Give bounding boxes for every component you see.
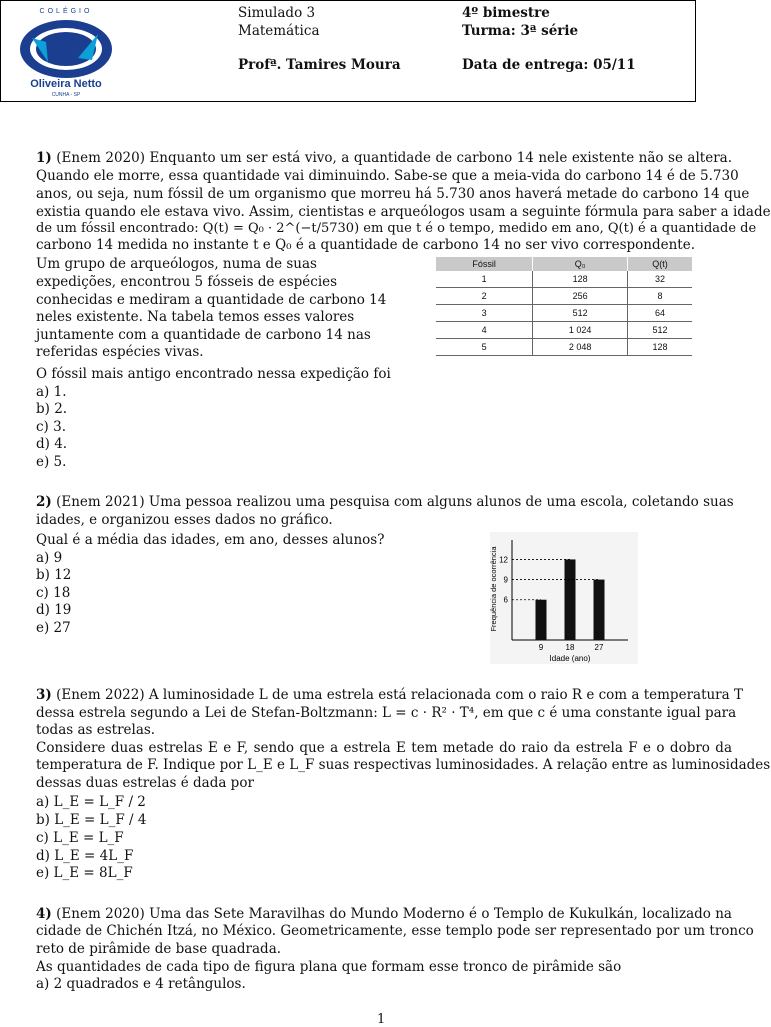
table-cell: 64 (628, 305, 692, 322)
table-cell: 128 (628, 339, 692, 356)
table-cell: 3 (436, 305, 533, 322)
q1-line-6: carbono 14 medida no instante t e Q₀ é a quantidade de carbono 14 no ser vivo correspondente. (36, 237, 696, 253)
logo-city: CUNHA - SP (51, 92, 81, 98)
q1-line-5: de um fóssil encontrado: Q(t) = Q₀ · 2^(−t/5730) em que t é o tempo, medido em ano, Q(t) é a quantidade de (36, 221, 757, 236)
bar-18 (565, 559, 576, 640)
q3-option-b: b) L_E = L_F / 4 (36, 812, 147, 828)
q1-line-3: anos, ou seja, num fóssil de um organismo que morreu há 5.730 anos haverá metade do carbono 14 que (36, 186, 750, 202)
age-frequency-chart (490, 532, 638, 664)
q3-line-4: Considere duas estrelas E e F, sendo que a estrela E tem metade do raio da estrela F e o dobro da (36, 740, 732, 756)
teacher: Profª. Tamires Moura (238, 57, 401, 73)
q3-option-a: a) L_E = L_F / 2 (36, 794, 146, 810)
x-tick-label: 27 (594, 643, 604, 652)
q3-line-6: dessas duas estrelas é dada por (36, 775, 254, 791)
table-row (436, 288, 692, 305)
q3-line-1: 3) (Enem 2022) A luminosidade L de uma estrela está relacionada com o raio R e com a temperatura T (36, 687, 743, 703)
y-tick-label: 6 (503, 595, 508, 605)
q1-side-2: expedições, encontrou 5 fósseis de espécies (36, 274, 338, 290)
q1-line-2: Quando ele morre, essa quantidade vai diminuindo. Sabe-se que a meia-vida do carbono 14 é de 5.730 (36, 168, 739, 184)
q2-prompt: Qual é a média das idades, em ano, desses alunos? (36, 532, 385, 548)
x-tick-label: 18 (565, 643, 575, 652)
table-cell: 4 (436, 322, 533, 339)
header-box (0, 0, 696, 102)
bar-9 (536, 600, 547, 640)
x-tick-label: 9 (538, 643, 544, 652)
table-row (436, 322, 692, 339)
q4-option-a: a) 2 quadrados e 4 retângulos. (36, 976, 246, 992)
q1-option-a: a) 1. (36, 384, 67, 400)
q1-side-3: conhecidas e mediram a quantidade de carbono 14 (36, 292, 387, 308)
q1-option-b: b) 2. (36, 401, 68, 417)
table-header: Q(t) (628, 257, 692, 271)
q3-option-c: c) L_E = L_F (36, 830, 124, 846)
table-header: Q₀ (533, 257, 628, 271)
due-date: Data de entrega: 05/11 (462, 57, 636, 73)
table-cell: 512 (628, 322, 692, 339)
q3-option-d: d) L_E = 4L_F (36, 848, 134, 864)
table-row (436, 305, 692, 322)
table-cell: 1 (436, 271, 533, 288)
q2-option-a: a) 9 (36, 550, 63, 566)
class-info: Turma: 3ª série (462, 23, 579, 39)
q2-line-2: idades, e organizou esses dados no gráfico. (36, 512, 333, 528)
table-cell: 2 (436, 288, 533, 305)
exam-title: Simulado 3 (238, 5, 316, 21)
q1-side-1: Um grupo de arqueólogos, numa de suas (36, 256, 317, 272)
q4-line-1: 4) (Enem 2020) Uma das Sete Maravilhas do Mundo Moderno é o Templo de Kukulkán, localizado na (36, 906, 732, 922)
q1-side-4: neles existente. Na tabela temos esses valores (36, 309, 355, 325)
bimester: 4º bimestre (462, 5, 550, 21)
q1-side-5: juntamente com a quantidade de carbono 14 nas (36, 327, 371, 343)
q1-option-c: c) 3. (36, 419, 66, 435)
table-cell: 256 (533, 288, 628, 305)
logo-name: Oliveira Netto (30, 78, 102, 90)
q2-option-b: b) 12 (36, 567, 72, 583)
table-cell: 32 (628, 271, 692, 288)
table-cell: 5 (436, 339, 533, 356)
q1-prompt: O fóssil mais antigo encontrado nessa expedição foi (36, 366, 391, 382)
q3-line-3: todas as estrelas. (36, 722, 156, 738)
q2-option-e: e) 27 (36, 620, 71, 636)
bar-27 (594, 580, 605, 640)
table-row (436, 271, 692, 288)
q1-line-1: 1) (Enem 2020) Enquanto um ser está vivo, a quantidade de carbono 14 nele existente não se altera. (36, 150, 732, 166)
q3-option-e: e) L_E = 8L_F (36, 865, 133, 881)
q1-option-e: e) 5. (36, 454, 67, 470)
q2-option-c: c) 18 (36, 585, 71, 601)
y-tick-label: 12 (499, 555, 508, 565)
logo-emblem-icon (18, 18, 114, 80)
q2-option-d: d) 19 (36, 602, 72, 618)
y-tick-label: 9 (503, 575, 508, 585)
q2-line-1: 2) (Enem 2021) Uma pessoa realizou uma pesquisa com alguns alunos de uma escola, coletando suas (36, 494, 734, 510)
q4-line-3: reto de pirâmide de base quadrada. (36, 941, 282, 957)
table-header: Fóssil (436, 257, 533, 271)
q4-line-4: As quantidades de cada tipo de figura plana que formam esse tronco de pirâmide são (36, 959, 622, 975)
q3-line-2: dessa estrela segundo a Lei de Stefan-Boltzmann: L = c · R² · T⁴, em que c é uma constante igual para (36, 705, 737, 721)
q3-line-5: temperatura de F. Indique por L_E e L_F suas respectivas luminosidades. A relação entre as luminosidades (36, 757, 771, 773)
q1-option-d: d) 4. (36, 436, 68, 452)
q1-line-4: existia quando ele estava vivo. Assim, cientistas e arqueólogos usam a seguinte fórmula para saber a idade (36, 204, 771, 220)
table-header-row (436, 257, 692, 271)
table-cell: 1 024 (533, 322, 628, 339)
chart-svg (490, 532, 638, 664)
table-row (436, 339, 692, 356)
subject: Matemática (238, 23, 320, 39)
table-cell: 8 (628, 288, 692, 305)
q4-line-2: cidade de Chichén Itzá, no México. Geometricamente, esse templo pode ser representado por um tronco (36, 923, 754, 939)
x-axis-label: Idade (ano) (549, 654, 591, 663)
q1-side-6: referidas espécies vivas. (36, 344, 204, 360)
school-logo (10, 8, 122, 98)
table-cell: 2 048 (533, 339, 628, 356)
page-number: 1 (377, 1012, 386, 1027)
table-cell: 128 (533, 271, 628, 288)
y-axis-label: Frequência de ocorrência (489, 546, 498, 632)
logo-top-text: COLÉGIO (39, 8, 93, 15)
table-cell: 512 (533, 305, 628, 322)
fossil-table (436, 257, 692, 356)
